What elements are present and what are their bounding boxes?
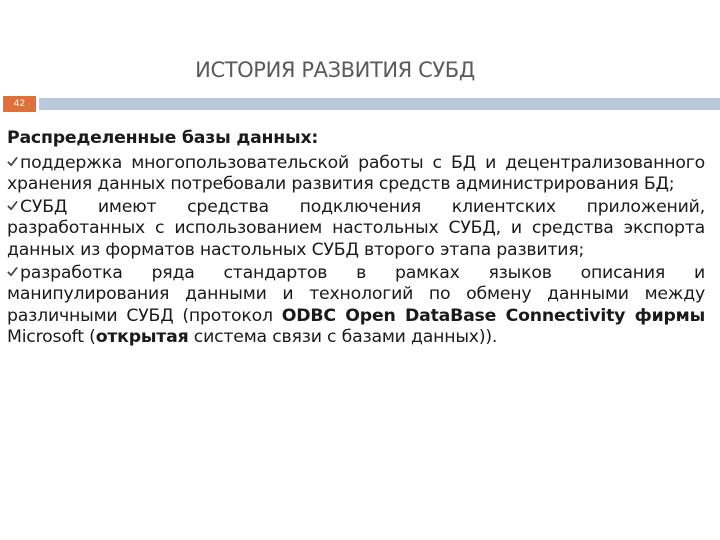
bullet-text: СУБД имеют средства подключения клиентских приложений, разработанных с использованием настольных СУБД, и средства экспорта данных из форматов настольных СУБД второго этапа развития; (7, 196, 705, 260)
list-item (7, 153, 705, 196)
list-item (7, 263, 705, 349)
bullet-text-part: Microsoft ( (7, 327, 96, 348)
check-icon (7, 266, 18, 277)
bullet-text-part: разработка ряда стандартов в рамках языков описания и манипулирования данными и технологий по обмену данными между различными СУБД (протокол (7, 262, 705, 326)
bullet-bold-text: открытая (95, 327, 189, 348)
bullet-text-part: система связи с базами данных)). (188, 327, 498, 348)
list-item (7, 197, 705, 262)
accent-line (39, 98, 720, 110)
bullet-list (7, 153, 705, 349)
slide-content (7, 128, 705, 350)
check-icon (7, 156, 18, 167)
section-heading: Распределенные базы данных: (7, 128, 319, 148)
slide-number: 42 (3, 96, 36, 112)
bullet-text: поддержка многопользовательской работы с БД и децентрализованного хранения данных потребовали развития средств администрирования БД; (7, 152, 705, 195)
title-bar (0, 96, 720, 112)
slide-title: ИСТОРИЯ РАЗВИТИЯ СУБД (195, 58, 475, 82)
check-icon (7, 200, 18, 211)
bullet-bold-text: ODBC Open DataBase Connectivity фирмы (281, 305, 706, 326)
